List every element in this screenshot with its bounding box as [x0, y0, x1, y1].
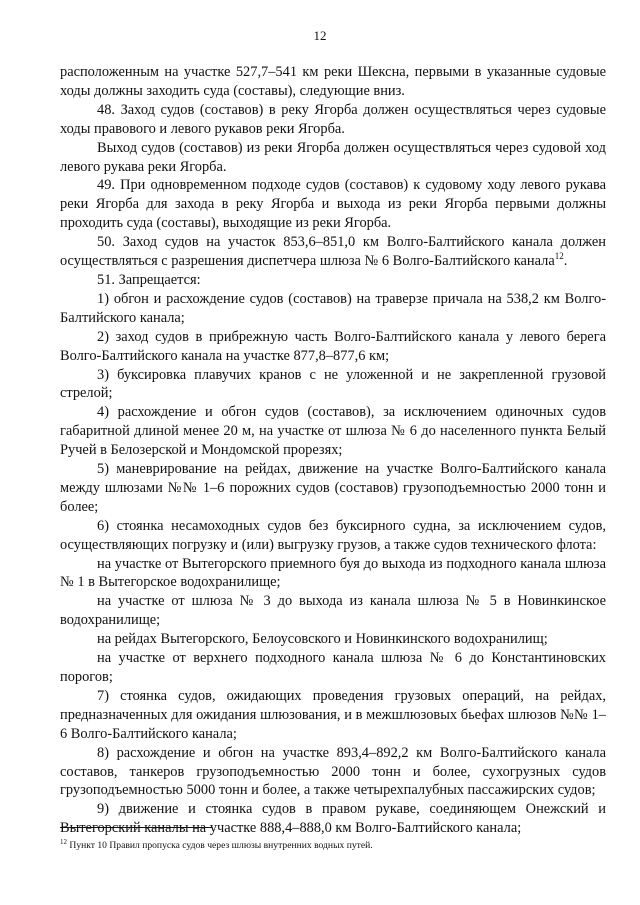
- list-item-5: 5) маневрирование на рейдах, движение на участке Волго-Балтийского канала между шлюзами №№ 1–6 порожних судов (составов) грузоподъемностью 2000 тонн и более;: [60, 461, 606, 515]
- list-item-6-sub-4: на участке от верхнего подходного канала шлюза № 6 до Константиновских порогов;: [60, 650, 606, 685]
- footnote-text: Пункт 10 Правил пропуска судов через шлюзы внутренних водных путей.: [67, 840, 373, 851]
- list-item-2: 2) заход судов в прибрежную часть Волго-Балтийского канала у левого берега Волго-Балтийского канала на участке 877,8–877,6 км;: [60, 328, 606, 364]
- paragraph-50: [60, 233, 606, 271]
- list-item-4: 4) расхождение и обгон судов (составов), за исключением одиночных судов габаритной длиной менее 20 м, на участке от шлюза № 6 до населенного пункта Белый Ручей в Белозерской и Мондомской прорезях;: [60, 404, 606, 459]
- list-item-8: 8) расхождение и обгон на участке 893,4–892,2 км Волго-Балтийского канала составов, танкеров грузоподъемностью 2000 тонн и более, сухогрузных судов грузоподъемностью 5000 тонн и более, а также четырехпалубных пассажирских судов;: [60, 744, 606, 799]
- footnote-reference[interactable]: 12: [554, 251, 564, 262]
- footnote: [60, 837, 606, 852]
- paragraph-48: 48. Заход судов (составов) в реку Ягорба должен осуществляться через судовые ходы правового и левого рукавов реки Ягорба.: [60, 101, 606, 137]
- footnote-marker: 12: [60, 837, 67, 846]
- list-item-7: 7) стоянка судов, ожидающих проведения грузовых операций, на рейдах, предназначенных для ожидания шлюзования, и в межшлюзовых бьефах шлюзов №№ 1–6 Волго-Балтийского канала;: [60, 687, 606, 742]
- list-item-3: 3) буксировка плавучих кранов с не уложенной и не закрепленной грузовой стрелой;: [60, 366, 606, 402]
- list-item-1: 1) обгон и расхождение судов (составов) на траверзе причала на 538,2 км Волго-Балтийского канала;: [60, 290, 606, 326]
- page-number: 12: [313, 28, 327, 43]
- list-item-6-sub-2: на участке от шлюза № 3 до выхода из канала шлюза № 5 в Новинкинское водохранилище;: [60, 593, 606, 629]
- list-item-6: 6) стоянка несамоходных судов без буксирного судна, за исключением судов, осуществляющих погрузку и (или) выгрузку грузов, а также судов технического флота:: [60, 517, 606, 553]
- paragraph-51: 51. Запрещается:: [97, 271, 201, 288]
- paragraph-50-text: 50. Заход судов на участок 853,6–851,0 км Волго-Балтийского канала должен осуществляться с разрешения диспетчера шлюза № 6 Волго-Балтийского канала: [60, 234, 606, 270]
- footnote-divider: [60, 827, 212, 828]
- list-item-9: 9) движение и стоянка судов в правом рукаве, соединяющем Онежский и Вытегорский каналы на участке 888,4–888,0 км Волго-Балтийского канала;: [60, 801, 606, 837]
- paragraph-50-end: .: [563, 253, 568, 270]
- paragraph-49: 49. При одновременном подходе судов (составов) к судовому ходу левого рукава реки Ягорба для захода в реку Ягорба и выхода из реки Ягорба первыми должны проходить суда (составы), выходящие из реки Ягорба.: [60, 177, 606, 232]
- list-item-6-sub-3: на рейдах Вытегорского, Белоусовского и Новинкинского водохранилищ;: [97, 631, 548, 648]
- document-body: [60, 63, 606, 838]
- paragraph-48-exit: Выход судов (составов) из реки Ягорба должен осуществляться через судовой ход левого рукава реки Ягорба.: [60, 139, 606, 175]
- list-item-6-sub-1: на участке от Вытегорского приемного буя до выхода из подходного канала шлюза № 1 в Вытегорское водохранилище;: [60, 555, 606, 591]
- paragraph-continuation: расположенным на участке 527,7–541 км реки Шексна, первыми в указанные судовые ходы должны заходить суда (составы), следующие вниз.: [60, 64, 606, 99]
